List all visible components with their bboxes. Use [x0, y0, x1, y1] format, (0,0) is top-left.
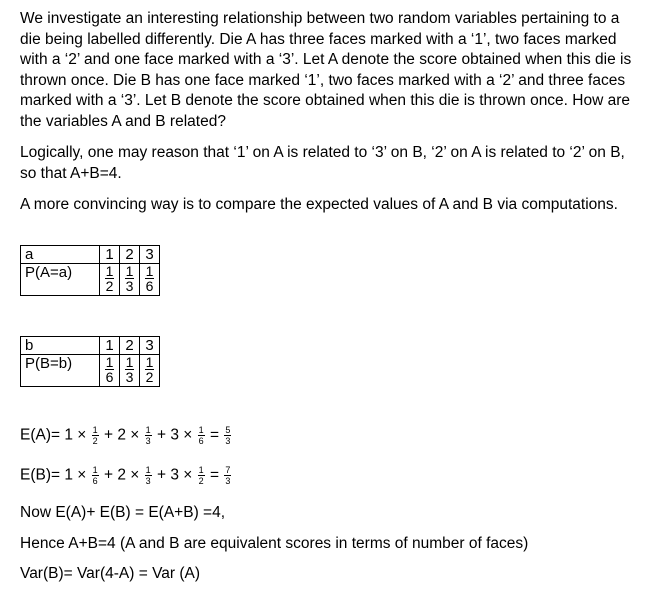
table-value: 3	[140, 246, 160, 264]
table-row	[21, 355, 160, 387]
table-row	[21, 246, 160, 264]
table-value: 2	[120, 337, 140, 355]
table-value: 3	[140, 337, 160, 355]
probability-fraction: $\frac{1}{3}$	[125, 354, 134, 385]
fraction: $\frac{1}{3}$	[145, 425, 151, 446]
probability-table-a	[20, 245, 160, 296]
probability-fraction: $\frac{1}{3}$	[125, 263, 134, 294]
convincing-paragraph: A more convincing way is to compare the expected values of A and B via computations.	[20, 196, 618, 213]
table-value: 1	[100, 337, 120, 355]
probability-fraction: $\frac{1}{6}$	[145, 263, 154, 294]
fraction: $\frac{1}{2}$	[198, 465, 204, 486]
fraction: $\frac{1}{6}$	[92, 465, 98, 486]
table-prob-label: P(B=b)	[21, 355, 100, 387]
probability-fraction: $\frac{1}{6}$	[105, 354, 114, 385]
logic-paragraph: Logically, one may reason that ‘1’ on A is related to ‘3’ on B, ‘2’ on A is related to ‘2’ on B, so that A+B=4.	[20, 144, 625, 182]
fraction: $\frac{7}{3}$	[225, 465, 231, 486]
table-header-label: a	[21, 246, 100, 264]
table-value: 2	[120, 246, 140, 264]
table-value: 1	[100, 246, 120, 264]
conclusion-line: Hence A+B=4 (A and B are equivalent scores in terms of number of faces)	[20, 535, 529, 552]
variance-line: Var(B)= Var(4-A) = Var (A)	[20, 565, 201, 582]
intro-paragraph: We investigate an interesting relationship between two random variables pertaining to a die being labelled differently. Die A has three faces marked with a ‘1’, two faces marked with a ‘2’ and one face marked with a ‘3’. Let A denote the score obtained when this die is thrown once. Die B has one face marked ‘1’, two faces marked with a ‘2’ and three faces marked with a ‘3’. Let B denote the score obtained when this die is thrown once. How are the variables A and B related?	[20, 10, 632, 130]
probability-fraction: $\frac{1}{2}$	[105, 263, 114, 294]
expectation-b-equation: E(B)= 1 × $\frac{1}{6}$ + 2 × $\frac{1}{3}$ + 3 × $\frac{1}{2}$ = $\frac{7}{3}$	[20, 465, 231, 486]
sum-expectation-line: Now E(A)+ E(B) = E(A+B) =4,	[20, 504, 226, 521]
table-row	[21, 264, 160, 296]
table-prob-label: P(A=a)	[21, 264, 100, 296]
fraction: $\frac{1}{3}$	[145, 465, 151, 486]
expectation-a-equation: E(A)= 1 × $\frac{1}{2}$ + 2 × $\frac{1}{3}$ + 3 × $\frac{1}{6}$ = $\frac{5}{3}$	[20, 425, 231, 446]
fraction: $\frac{1}{2}$	[92, 425, 98, 446]
fraction: $\frac{1}{6}$	[198, 425, 204, 446]
probability-fraction: $\frac{1}{2}$	[145, 354, 154, 385]
table-header-label: b	[21, 337, 100, 355]
fraction: $\frac{5}{3}$	[225, 425, 231, 446]
probability-table-b	[20, 336, 160, 387]
table-row	[21, 337, 160, 355]
